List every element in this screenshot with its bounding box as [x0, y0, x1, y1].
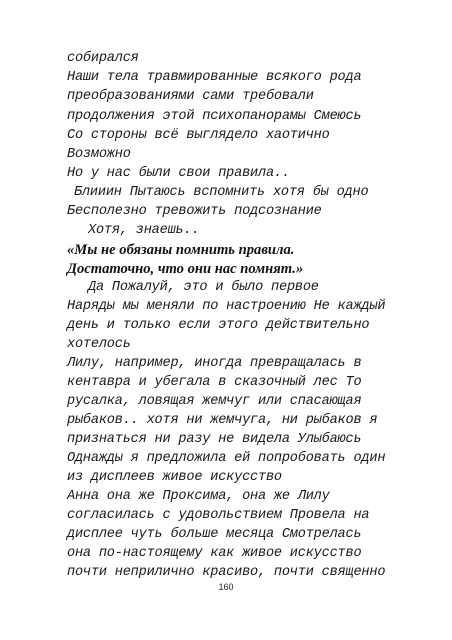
text-line: собирался: [67, 51, 139, 66]
quote-line: «Мы не обязаны помнить правила.: [67, 242, 295, 258]
text-line: продолжения этой психопанорамы Смеюсь: [67, 109, 362, 124]
text-line: дисплее чуть больше месяца Смотрелась: [67, 527, 362, 542]
text-line: она по-настоящему как живое искусство: [67, 546, 362, 561]
text-line: Блииин Пытаюсь вспомнить хотя бы одно: [74, 185, 369, 200]
text-line: кентавра и убегала в сказочный лес То: [67, 375, 362, 390]
text-line: Да Пожалуй, это и было первое: [88, 280, 319, 295]
text-line: Со стороны всё выглядело хаотично: [67, 128, 330, 143]
text-line: Но у нас были свои правила..: [67, 166, 290, 181]
text-line: Возможно: [67, 147, 131, 162]
page-number: 160: [218, 582, 234, 592]
quote-line: Достаточно, что они нас помнят.»: [67, 261, 304, 277]
text-line: преобразованиями сами требовали: [67, 89, 314, 104]
text-line: Анна она же Проксима, она же Лилу: [67, 489, 330, 504]
text-line: Наряды мы меняли по настроению Не каждый: [67, 299, 386, 314]
text-line: русалка, ловящая жемчуг или спасающая: [67, 394, 362, 409]
text-line: из дисплеев живое искусство: [67, 470, 282, 485]
text-line: Однажды я предложила ей попробовать один: [67, 451, 386, 466]
text-line: хотелось: [67, 337, 131, 352]
text-line: почти неприлично красиво, почти священно: [67, 565, 386, 580]
text-line: согласилась с удовольствием Провела на: [67, 508, 370, 523]
text-line: Хотя, знаешь..: [88, 223, 200, 238]
text-line: день и только если этого действительно: [67, 318, 370, 333]
text-line: рыбаков.. хотя ни жемчуга, ни рыбаков я: [67, 413, 378, 428]
text-line: Лилу, например, иногда превращалась в: [67, 356, 362, 371]
text-line: Бесполезно тревожить подсознание: [67, 204, 322, 219]
text-line: Наши тела травмированные всякого рода: [67, 70, 362, 85]
text-line: признаться ни разу не видела Улыбаюсь: [67, 432, 362, 447]
